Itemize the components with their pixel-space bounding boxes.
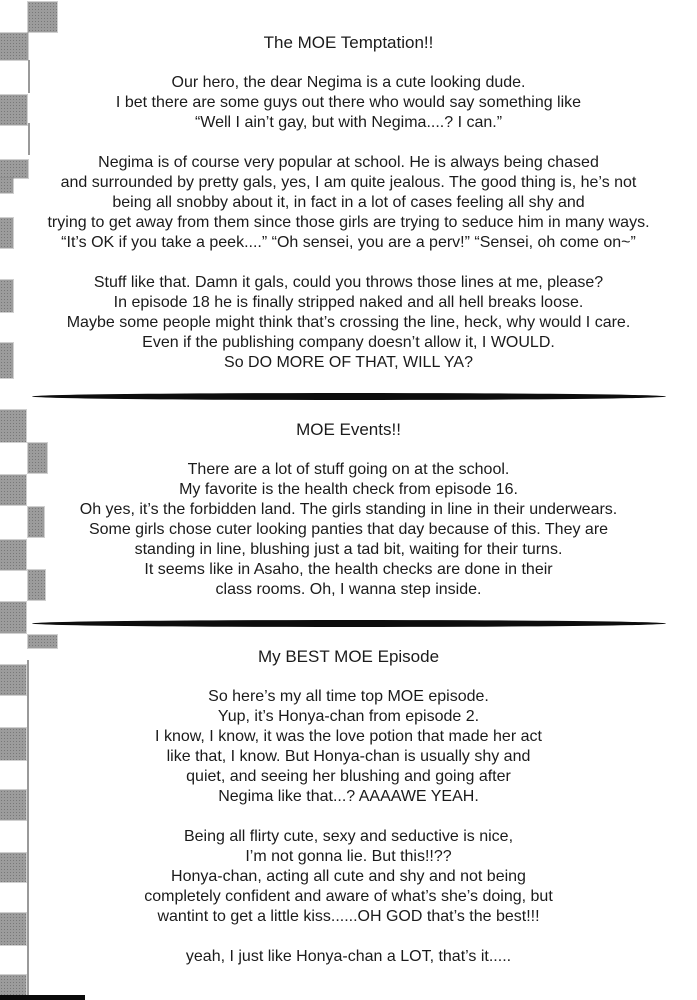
section-title: My BEST MOE Episode [257,647,440,666]
text-line: Even if the publishing company doesn’t allow it, I WOULD. [142,334,555,351]
text-line: Oh yes, it’s the forbidden land. The girls standing in line in their underwears. [79,501,618,518]
text-line: Being all flirty cute, sexy and seductive is nice, [183,828,514,845]
paragraph [0,460,697,600]
section-divider [32,620,666,627]
bottom-black-bar [0,995,85,1000]
text-line: being all snobby about it, in fact in a lot of cases feeling all shy and [112,194,585,211]
text-line: class rooms. Oh, I wanna step inside. [215,581,482,598]
text-line: Our hero, the dear Negima is a cute looking dude. [171,74,526,91]
text-line: I know, I know, it was the love potion that made her act [155,728,542,745]
text-line: yeah, I just like Honya-chan a LOT, that’s it..... [185,948,512,965]
text-line: “It’s OK if you take a peek....” “Oh sensei, you are a perv!” “Sensei, oh come on~” [61,234,636,251]
text-line: Negima is of course very popular at school. He is always being chased [98,154,599,171]
text-line: I bet there are some guys out there who would say something like [115,94,582,111]
section-divider [32,393,666,400]
section-title: The MOE Temptation!! [263,33,434,52]
text-line: Stuff like that. Damn it gals, could you throws those lines at me, please? [93,274,604,291]
text-line: wantint to get a little kiss......OH GOD that’s the best!!! [157,908,540,925]
text-line: Maybe some people might think that’s crossing the line, heck, why would I care. [66,314,631,331]
text-line: Some girls chose cuter looking panties that day because of this. They are [88,521,609,538]
checker-square [0,975,26,997]
paragraph [0,273,697,373]
text-line: Negima like that...? AAAAWE YEAH. [218,788,479,805]
paragraph [0,687,697,807]
text-line: “Well I ain’t gay, but with Negima....? I can.” [194,114,503,131]
text-line: It seems like in Asaho, the health checks are done in their [144,561,553,578]
paragraph [0,153,697,253]
text-line: Yup, it’s Honya-chan from episode 2. [217,708,480,725]
text-line: quiet, and seeing her blushing and going after [186,768,511,785]
text-line: In episode 18 he is finally stripped naked and all hell breaks loose. [113,294,584,311]
text-line: My favorite is the health check from episode 16. [179,481,518,498]
text-line: and surrounded by pretty gals, yes, I am quite jealous. The good thing is, he’s not [60,174,637,191]
text-line: Honya-chan, acting all cute and shy and not being [171,868,526,885]
paragraph [0,827,697,927]
text-line: I’m not gonna lie. But this!!?? [245,848,452,865]
text-line: like that, I know. But Honya-chan is usually shy and [166,748,531,765]
text-line: trying to get away from them since those girls are trying to seduce him in many ways. [47,214,650,231]
text-line: There are a lot of stuff going on at the school. [187,461,510,478]
section-title: MOE Events!! [296,420,401,439]
text-line: So DO MORE OF THAT, WILL YA? [224,354,473,371]
paragraph [0,73,697,133]
text-line: completely confident and aware of what’s she’s doing, but [144,888,553,905]
text-line: standing in line, blushing just a tad bit, waiting for their turns. [134,541,563,558]
paragraph [0,947,697,967]
text-line: So here’s my all time top MOE episode. [208,688,489,705]
